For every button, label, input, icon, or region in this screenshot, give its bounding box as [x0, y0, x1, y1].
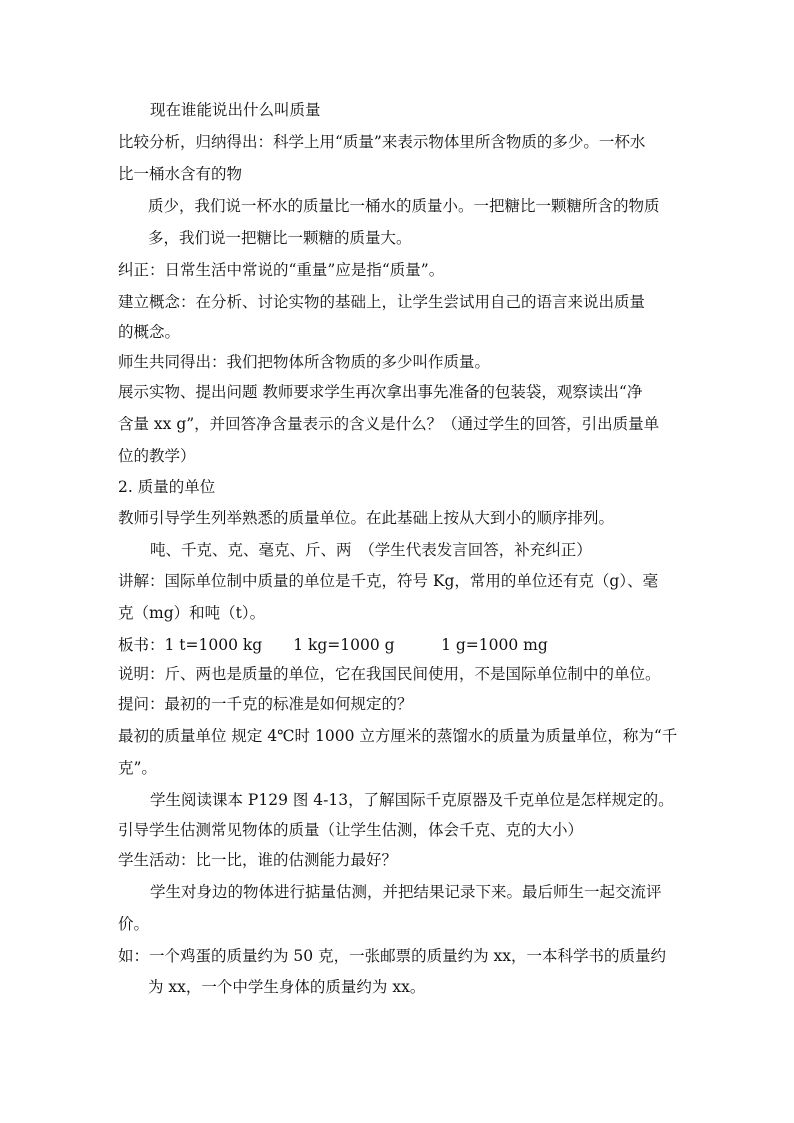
text-line: 位的教学） [118, 447, 196, 465]
text-line: 克（mg）和吨（t）。 [118, 604, 266, 622]
text-line: 展示实物、提出问题 教师要求学生再次拿出事先准备的包装袋，观察读出“净 [118, 383, 643, 401]
text-line: 克”。 [118, 759, 157, 777]
text-line: 引导学生估测常见物体的质量（让学生估测，体会千克、克的大小） [118, 821, 584, 839]
text-line: 如：一个鸡蛋的质量约为 50 克，一张邮票的质量约为 xx，一本科学书的质量约 [118, 947, 666, 965]
text-line: 吨、千克、克、毫克、斤、两 （学生代表发言回答，补充纠正） [150, 541, 592, 559]
text-line: 学生对身边的物体进行掂量估测，并把结果记录下来。最后师生一起交流评 [150, 883, 662, 901]
text-line: 板书：1 t=1000 kg 1 kg=1000 g 1 g=1000 mg [118, 636, 548, 654]
text-line: 比一桶水含有的物 [118, 165, 243, 183]
text-line: 教师引导学生列举熟悉的质量单位。在此基础上按从大到小的顺序排列。 [118, 509, 615, 527]
text-line: 比较分析，归纳得出：科学上用“质量”来表示物体里所含物质的多少。一杯水 [118, 133, 646, 151]
text-line: 质少，我们说一杯水的质量比一桶水的质量小。一把糖比一颗糖所含的物质 [148, 197, 660, 215]
text-line: 最初的质量单位 规定 4℃时 1000 立方厘米的蒸馏水的质量为质量单位，称为“千 [118, 727, 678, 745]
text-line: 为 xx，一个中学生身体的质量约为 xx。 [148, 978, 426, 996]
text-line: 师生共同得出：我们把物体所含物质的多少叫作质量。 [118, 353, 491, 371]
text-line: 价。 [118, 915, 150, 933]
text-line: 纠正：日常生活中常说的“重量”应是指“质量”。 [118, 261, 445, 279]
text-line: 的概念。 [118, 323, 181, 341]
section-heading: 2. 质量的单位 [118, 478, 216, 496]
text-line: 建立概念：在分析、讨论实物的基础上，让学生尝试用自己的语言来说出质量 [118, 293, 646, 311]
text-line: 讲解：国际单位制中质量的单位是千克，符号 Kg，常用的单位还有克（g）、毫 [118, 572, 659, 590]
text-line: 提问：最初的一千克的标准是如何规定的？ [118, 695, 413, 713]
text-line: 学生阅读课本 P129 图 4-13，了解国际千克原器及千克单位是怎样规定的。 [150, 791, 674, 809]
text-line: 多，我们说一把糖比一颗糖的质量大。 [148, 229, 412, 247]
text-line: 说明：斤、两也是质量的单位，它在我国民间使用，不是国际单位制中的单位。 [118, 665, 661, 683]
text-line: 学生活动：比一比，谁的估测能力最好？ [118, 851, 398, 869]
text-line: 现在谁能说出什么叫质量 [150, 101, 321, 119]
text-line: 含量 xx g”，并回答净含量表示的含义是什么？（通过学生的回答，引出质量单 [118, 415, 660, 433]
